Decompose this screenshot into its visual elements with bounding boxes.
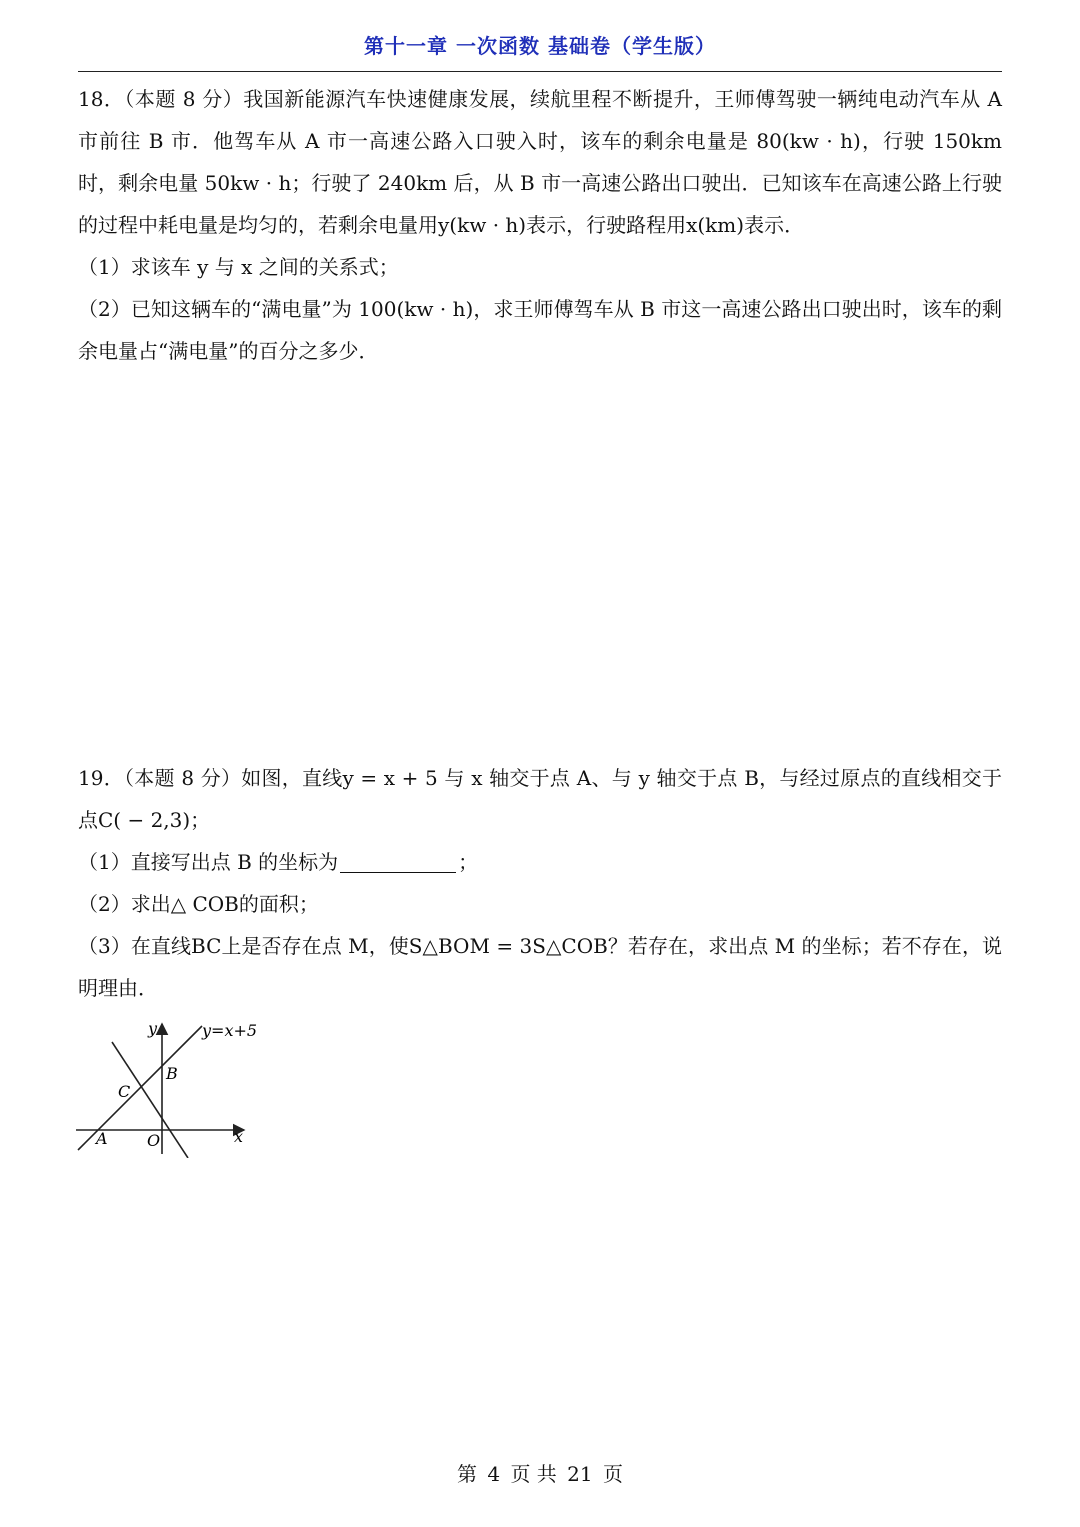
question-19 — [78, 757, 1002, 1009]
point-b-label: B — [166, 1064, 178, 1083]
page-footer — [0, 1458, 1080, 1487]
q18-part-2: （2）已知这辆车的“满电量”为 100(kw · h)，求王师傅驾车从 B 市这一高速公路出口驶出时，该车的剩余电量占“满电量”的百分之多少． — [78, 297, 1002, 363]
x-axis-label: x — [234, 1127, 244, 1146]
origin-label: O — [147, 1131, 161, 1150]
q19-part-3: （3）在直线BC上是否存在点 M，使S△BOM = 3S△COB？若存在，求出点 M 的坐标；若不存在，说明理由． — [78, 934, 1002, 1000]
page-header-title: 第十一章 一次函数 基础卷（学生版） — [364, 34, 716, 58]
answer-blank — [340, 846, 456, 873]
footer-suffix: 页 — [602, 1462, 623, 1486]
point-a-label: A — [96, 1129, 108, 1148]
y-axis-label: y — [148, 1019, 158, 1038]
header-divider — [78, 71, 1002, 72]
q19-part-1 — [78, 841, 1002, 883]
footer-total-pages: 21 — [567, 1462, 593, 1486]
footer-page-number: 4 — [487, 1462, 501, 1486]
q19-part-1-text: （1）直接写出点 B 的坐标为 — [78, 850, 339, 874]
footer-prefix: 第 — [457, 1462, 477, 1486]
coordinate-figure — [74, 1018, 274, 1158]
line-label: y=x+5 — [202, 1021, 258, 1040]
q19-part-2: （2）求出△ COB的面积； — [78, 892, 319, 916]
point-c-label: C — [118, 1082, 131, 1101]
q18-stem: 18．（本题 8 分）我国新能源汽车快速健康发展，续航里程不断提升，王师傅驾驶一辆纯电动汽车从 A 市前往 B 市．他驾车从 A 市一高速公路入口驶入时，该车的剩余电量是 80(kw · h)，行驶 150km 时，剩余电量 50kw · h；行驶了 240km 后，从 B 市一高速公路出口驶出．已知该车在高速公路上行驶的过程中耗电量是均匀的，若剩余电量用y(kw · h)表示，行驶路程用x(km)表示． — [78, 87, 1002, 237]
q19-part-1-end: ； — [458, 850, 479, 874]
footer-mid: 页 共 — [510, 1462, 557, 1486]
question-18 — [78, 78, 1002, 372]
q19-stem: 19．（本题 8 分）如图，直线y = x + 5 与 x 轴交于点 A、与 y 轴交于点 B，与经过原点的直线相交于点C( − 2,3)； — [78, 766, 1002, 832]
q18-part-1: （1）求该车 y 与 x 之间的关系式； — [78, 255, 399, 279]
